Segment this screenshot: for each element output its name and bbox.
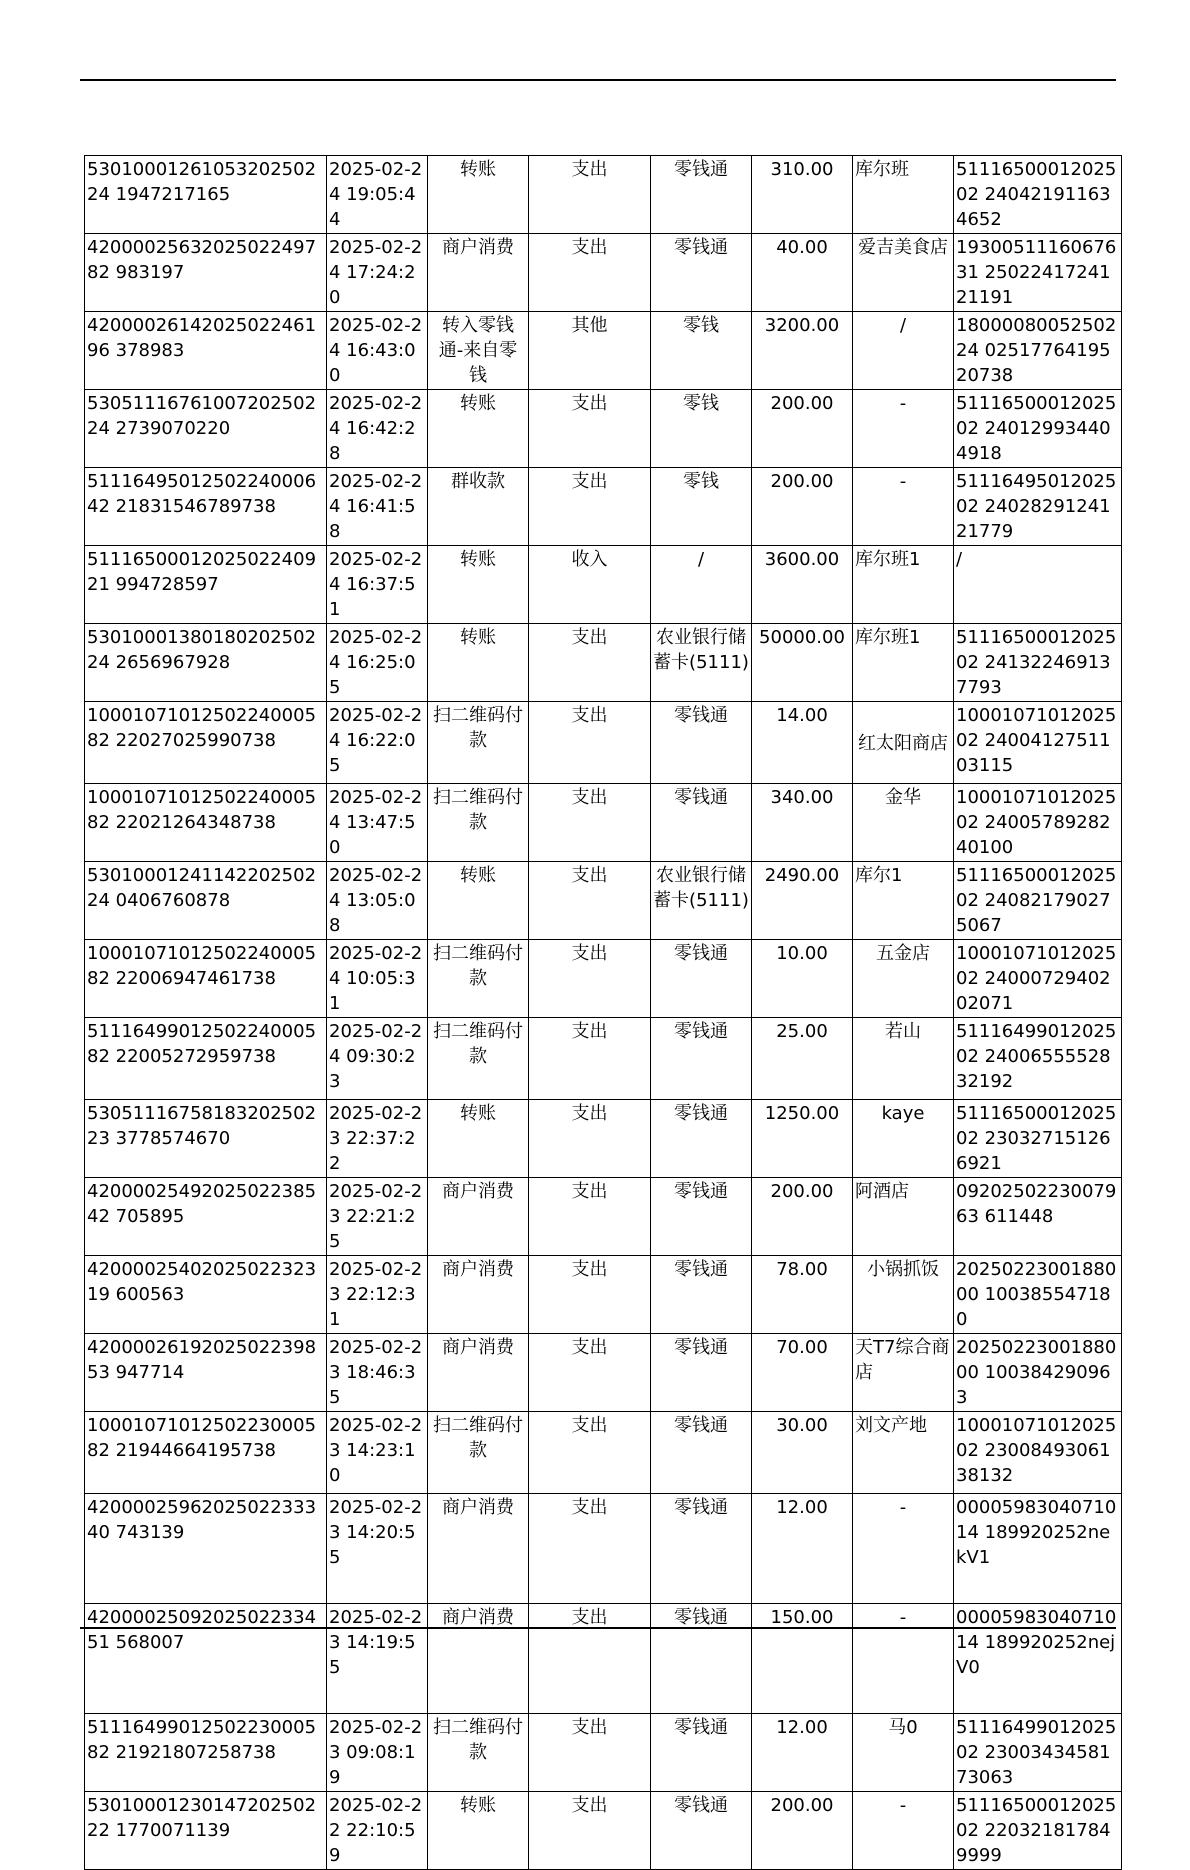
amount: 310.00 xyxy=(752,156,853,234)
transaction-time: 2025-02-24 16:37:51 xyxy=(327,546,428,624)
amount: 3200.00 xyxy=(752,312,853,390)
transaction-type: 商户消费 xyxy=(428,1604,529,1714)
amount: 25.00 xyxy=(752,1018,853,1100)
transaction-number: 1000107101250224000582 22006947461738 xyxy=(85,940,327,1018)
merchant-order-number: / xyxy=(954,546,1122,624)
transaction-type: 群收款 xyxy=(428,468,529,546)
counterparty: 红太阳商店 xyxy=(853,702,954,784)
payment-method: 零钱 xyxy=(651,468,752,546)
merchant-order-number: 5111650001202502 230327151266921 xyxy=(954,1100,1122,1178)
transaction-direction: 收入 xyxy=(529,546,651,624)
transaction-direction: 支出 xyxy=(529,784,651,862)
transaction-direction: 支出 xyxy=(529,234,651,312)
transaction-number: 5111649501250224000642 21831546789738 xyxy=(85,468,327,546)
payment-method: 零钱通 xyxy=(651,1018,752,1100)
amount: 200.00 xyxy=(752,468,853,546)
table-row xyxy=(85,468,1122,546)
table-row xyxy=(85,156,1122,234)
counterparty: - xyxy=(853,390,954,468)
counterparty: 爱吉美食店 xyxy=(853,234,954,312)
merchant-order-number: 0000598304071014 189920252nekV1 xyxy=(954,1494,1122,1604)
transaction-time: 2025-02-24 16:25:05 xyxy=(327,624,428,702)
transaction-time: 2025-02-23 14:23:10 xyxy=(327,1412,428,1494)
transaction-direction: 支出 xyxy=(529,1494,651,1604)
transaction-type: 扫二维码付款 xyxy=(428,702,529,784)
merchant-order-number: 1000107101202502 2400412751103115 xyxy=(954,702,1122,784)
transaction-number: 4200002619202502239853 947714 xyxy=(85,1334,327,1412)
payment-method: 零钱 xyxy=(651,390,752,468)
table-row xyxy=(85,784,1122,862)
transaction-time: 2025-02-24 19:05:44 xyxy=(327,156,428,234)
merchant-order-number: 5111650001202502 240421911634652 xyxy=(954,156,1122,234)
merchant-order-number: 0000598304071014 189920252nejV0 xyxy=(954,1604,1122,1714)
amount: 10.00 xyxy=(752,940,853,1018)
payment-method: 零钱通 xyxy=(651,1494,752,1604)
transaction-time: 2025-02-23 09:08:19 xyxy=(327,1714,428,1792)
transaction-number: 1000107101250224000582 22027025990738 xyxy=(85,702,327,784)
table-row xyxy=(85,624,1122,702)
payment-method: 农业银行储蓄卡(5111) xyxy=(651,862,752,940)
counterparty: - xyxy=(853,468,954,546)
amount: 14.00 xyxy=(752,702,853,784)
transaction-number: 5111649901250223000582 21921807258738 xyxy=(85,1714,327,1792)
transaction-type: 转账 xyxy=(428,390,529,468)
transaction-direction: 支出 xyxy=(529,862,651,940)
transaction-direction: 其他 xyxy=(529,312,651,390)
transaction-number: 1000107101250224000582 22021264348738 xyxy=(85,784,327,862)
transaction-type: 商户消费 xyxy=(428,234,529,312)
transaction-number: 4200002614202502246196 378983 xyxy=(85,312,327,390)
transaction-number: 5305111676100720250224 2739070220 xyxy=(85,390,327,468)
amount: 12.00 xyxy=(752,1714,853,1792)
transaction-direction: 支出 xyxy=(529,702,651,784)
payment-method: 零钱通 xyxy=(651,234,752,312)
table-row xyxy=(85,940,1122,1018)
amount: 50000.00 xyxy=(752,624,853,702)
transaction-time: 2025-02-23 22:37:22 xyxy=(327,1100,428,1178)
transaction-type: 扫二维码付款 xyxy=(428,1018,529,1100)
table-row xyxy=(85,390,1122,468)
table-row xyxy=(85,702,1122,784)
amount: 3600.00 xyxy=(752,546,853,624)
counterparty: 库尔班 xyxy=(853,156,954,234)
transaction-direction: 支出 xyxy=(529,1100,651,1178)
table-row xyxy=(85,234,1122,312)
transaction-type: 扫二维码付款 xyxy=(428,1714,529,1792)
merchant-order-number: 1930051116067631 2502241724121191 xyxy=(954,234,1122,312)
transaction-direction: 支出 xyxy=(529,1256,651,1334)
merchant-order-number: 5111649501202502 2402829124121779 xyxy=(954,468,1122,546)
merchant-order-number: 1000107101202502 2400578928240100 xyxy=(954,784,1122,862)
merchant-order-number: 2025022300188000 100385547180 xyxy=(954,1256,1122,1334)
transaction-number: 4200002549202502238542 705895 xyxy=(85,1178,327,1256)
counterparty: 马0 xyxy=(853,1714,954,1792)
transaction-number: 1000107101250223000582 21944664195738 xyxy=(85,1412,327,1494)
transaction-time: 2025-02-24 16:43:00 xyxy=(327,312,428,390)
transaction-time: 2025-02-24 13:47:50 xyxy=(327,784,428,862)
counterparty: 若山 xyxy=(853,1018,954,1100)
transaction-type: 商户消费 xyxy=(428,1178,529,1256)
table-row xyxy=(85,546,1122,624)
transaction-time: 2025-02-24 16:22:05 xyxy=(327,702,428,784)
table-row xyxy=(85,312,1122,390)
counterparty: 金华 xyxy=(853,784,954,862)
counterparty: 库尔班1 xyxy=(853,624,954,702)
transaction-direction: 支出 xyxy=(529,1604,651,1714)
transaction-time: 2025-02-23 22:21:25 xyxy=(327,1178,428,1256)
transaction-direction: 支出 xyxy=(529,468,651,546)
transaction-number: 5111650001202502240921 994728597 xyxy=(85,546,327,624)
merchant-order-number: 1000107101202502 2400072940202071 xyxy=(954,940,1122,1018)
footer-rule xyxy=(80,1627,1116,1629)
amount: 2490.00 xyxy=(752,862,853,940)
transaction-type: 转入零钱通-来自零钱 xyxy=(428,312,529,390)
table-row xyxy=(85,1792,1122,1870)
transaction-table xyxy=(84,155,1122,1870)
payment-method: 农业银行储蓄卡(5111) xyxy=(651,624,752,702)
payment-method: 零钱通 xyxy=(651,1714,752,1792)
transaction-time: 2025-02-24 17:24:20 xyxy=(327,234,428,312)
amount: 40.00 xyxy=(752,234,853,312)
transaction-type: 转账 xyxy=(428,624,529,702)
table-row xyxy=(85,1256,1122,1334)
merchant-order-number: 5111650001202502 240821790275067 xyxy=(954,862,1122,940)
transaction-time: 2025-02-23 22:12:31 xyxy=(327,1256,428,1334)
transaction-time: 2025-02-24 16:42:28 xyxy=(327,390,428,468)
amount: 12.00 xyxy=(752,1494,853,1604)
transaction-number: 5305111675818320250223 3778574670 xyxy=(85,1100,327,1178)
transaction-type: 商户消费 xyxy=(428,1494,529,1604)
payment-method: 零钱通 xyxy=(651,1604,752,1714)
table-row xyxy=(85,1178,1122,1256)
payment-method: 零钱 xyxy=(651,312,752,390)
transaction-type: 商户消费 xyxy=(428,1334,529,1412)
transaction-number: 5301000124114220250224 0406760878 xyxy=(85,862,327,940)
counterparty: - xyxy=(853,1494,954,1604)
transaction-type: 商户消费 xyxy=(428,1256,529,1334)
merchant-order-number: 5111649901202502 2300343458173063 xyxy=(954,1714,1122,1792)
transaction-type: 扫二维码付款 xyxy=(428,784,529,862)
counterparty: 五金店 xyxy=(853,940,954,1018)
payment-method: 零钱通 xyxy=(651,1256,752,1334)
transaction-time: 2025-02-24 10:05:31 xyxy=(327,940,428,1018)
transaction-time: 2025-02-23 14:20:55 xyxy=(327,1494,428,1604)
merchant-order-number: 5111650001202502 240129934404918 xyxy=(954,390,1122,468)
transaction-direction: 支出 xyxy=(529,940,651,1018)
amount: 200.00 xyxy=(752,1792,853,1870)
transaction-time: 2025-02-24 09:30:23 xyxy=(327,1018,428,1100)
payment-method: 零钱通 xyxy=(651,940,752,1018)
merchant-order-number: 5111650001202502 241322469137793 xyxy=(954,624,1122,702)
counterparty: kaye xyxy=(853,1100,954,1178)
transaction-direction: 支出 xyxy=(529,1178,651,1256)
merchant-order-number: 0920250223007963 611448 xyxy=(954,1178,1122,1256)
payment-method: 零钱通 xyxy=(651,1178,752,1256)
amount: 78.00 xyxy=(752,1256,853,1334)
amount: 1250.00 xyxy=(752,1100,853,1178)
transaction-direction: 支出 xyxy=(529,1412,651,1494)
amount: 150.00 xyxy=(752,1604,853,1714)
counterparty: 小锅抓饭 xyxy=(853,1256,954,1334)
amount: 340.00 xyxy=(752,784,853,862)
merchant-order-number: 1000107101202502 2300849306138132 xyxy=(954,1412,1122,1494)
payment-method: 零钱通 xyxy=(651,1792,752,1870)
transaction-type: 转账 xyxy=(428,1100,529,1178)
transaction-type: 扫二维码付款 xyxy=(428,940,529,1018)
counterparty: 库尔班1 xyxy=(853,546,954,624)
counterparty: 阿酒店 xyxy=(853,1178,954,1256)
transaction-number: 5301000126105320250224 1947217165 xyxy=(85,156,327,234)
transaction-type: 扫二维码付款 xyxy=(428,1412,529,1494)
payment-method: 零钱通 xyxy=(651,1100,752,1178)
transaction-time: 2025-02-24 13:05:08 xyxy=(327,862,428,940)
payment-method: 零钱通 xyxy=(651,1412,752,1494)
counterparty: - xyxy=(853,1604,954,1714)
payment-method: 零钱通 xyxy=(651,1334,752,1412)
transaction-type: 转账 xyxy=(428,862,529,940)
transaction-time: 2025-02-22 22:10:59 xyxy=(327,1792,428,1870)
merchant-order-number: 2025022300188000 100384290963 xyxy=(954,1334,1122,1412)
payment-method: 零钱通 xyxy=(651,784,752,862)
transaction-time: 2025-02-23 18:46:35 xyxy=(327,1334,428,1412)
merchant-order-number: 5111649901202502 2400655552832192 xyxy=(954,1018,1122,1100)
transaction-number: 4200002563202502249782 983197 xyxy=(85,234,327,312)
transaction-number: 5301000123014720250222 1770071139 xyxy=(85,1792,327,1870)
counterparty: 库尔1 xyxy=(853,862,954,940)
transaction-direction: 支出 xyxy=(529,1714,651,1792)
table-row xyxy=(85,1714,1122,1792)
amount: 70.00 xyxy=(752,1334,853,1412)
transaction-time: 2025-02-24 16:41:58 xyxy=(327,468,428,546)
transaction-direction: 支出 xyxy=(529,156,651,234)
transaction-direction: 支出 xyxy=(529,1334,651,1412)
transaction-number: 5301000138018020250224 2656967928 xyxy=(85,624,327,702)
amount: 200.00 xyxy=(752,390,853,468)
transaction-number: 4200002540202502232319 600563 xyxy=(85,1256,327,1334)
amount: 200.00 xyxy=(752,1178,853,1256)
transaction-direction: 支出 xyxy=(529,1792,651,1870)
transaction-direction: 支出 xyxy=(529,624,651,702)
transaction-number: 4200002596202502233340 743139 xyxy=(85,1494,327,1604)
merchant-order-number: 5111650001202502 220321817849999 xyxy=(954,1792,1122,1870)
transaction-direction: 支出 xyxy=(529,1018,651,1100)
payment-method: / xyxy=(651,546,752,624)
counterparty: 刘文产地 xyxy=(853,1412,954,1494)
table-row xyxy=(85,1604,1122,1714)
transaction-type: 转账 xyxy=(428,1792,529,1870)
table-row xyxy=(85,1494,1122,1604)
counterparty: 天T7综合商店 xyxy=(853,1334,954,1412)
transaction-direction: 支出 xyxy=(529,390,651,468)
table-row xyxy=(85,1412,1122,1494)
table-row xyxy=(85,1100,1122,1178)
counterparty: / xyxy=(853,312,954,390)
transaction-number: 5111649901250224000582 22005272959738 xyxy=(85,1018,327,1100)
transaction-number: 4200002509202502233451 568007 xyxy=(85,1604,327,1714)
header-rule xyxy=(80,79,1116,81)
table-row xyxy=(85,1334,1122,1412)
table-row xyxy=(85,1018,1122,1100)
transaction-time: 2025-02-23 14:19:55 xyxy=(327,1604,428,1714)
table-row xyxy=(85,862,1122,940)
counterparty: - xyxy=(853,1792,954,1870)
transaction-type: 转账 xyxy=(428,156,529,234)
merchant-order-number: 1800008005250224 0251776419520738 xyxy=(954,312,1122,390)
payment-method: 零钱通 xyxy=(651,702,752,784)
amount: 30.00 xyxy=(752,1412,853,1494)
transaction-type: 转账 xyxy=(428,546,529,624)
payment-method: 零钱通 xyxy=(651,156,752,234)
